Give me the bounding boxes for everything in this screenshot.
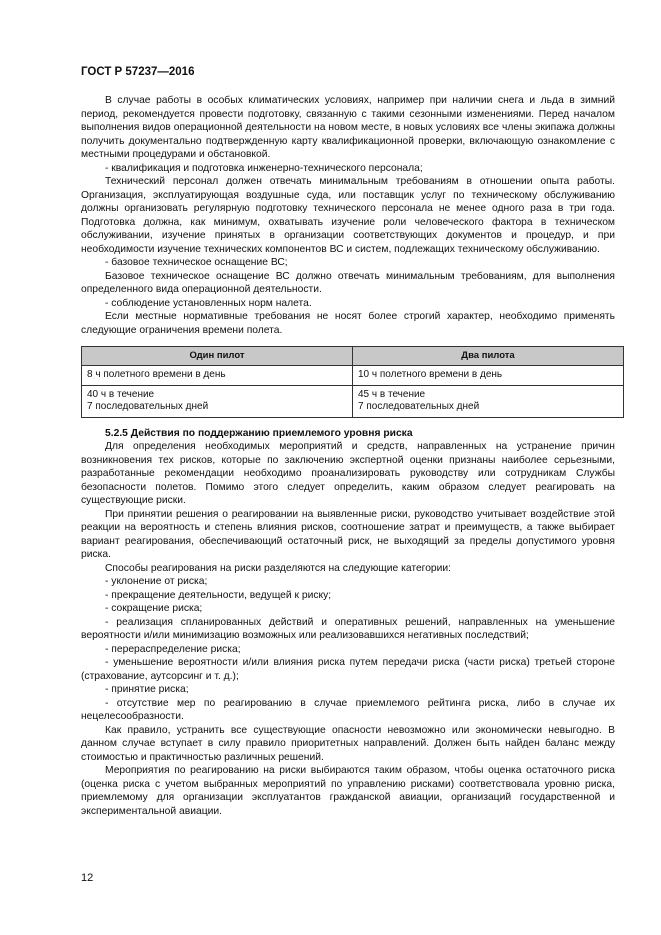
paragraph: Если местные нормативные требования не носят более строгий характер, необходимо применять следующие ограничения времени полета. <box>81 311 615 336</box>
paragraph: Базовое техническое оснащение ВС должно отвечать минимальным требованиям, для выполнения определенного вида операционной деятельности. <box>81 270 615 295</box>
table-cell: 40 ч в течение 7 последовательных дней <box>82 385 353 417</box>
list-item: - принятие риска; <box>105 684 189 695</box>
list-item: - реализация спланированных действий и оперативных решений, направленных на уменьшение вероятности и/или минимизацию возможных или реализовавшихся негативных последствий; <box>81 616 615 641</box>
paragraph: Как правило, устранить все существующие опасности невозможно или экономически невыгодно. В данном случае вступает в силу правило приоритетных направлений. Должен быть найден баланс между стоимостью и практичностью различных решений. <box>81 724 615 763</box>
section-heading: 5.2.5 Действия по поддержанию приемлемого уровня риска <box>105 427 413 439</box>
document-body <box>81 94 615 818</box>
list-item: - квалификация и подготовка инженерно-технического персонала; <box>105 162 423 174</box>
column-header-two-pilots: Два пилота <box>353 347 624 366</box>
list-item: - прекращение деятельности, ведущей к риску; <box>105 589 332 601</box>
paragraph: Технический персонал должен отвечать минимальным требованиям в отношении опыта работы. Организация, эксплуатирующая воздушные суда, или поставщик услуг по техническому обслуживанию должны организовать регулярную подготовку технического персонала не менее одного раза в три года. Подготовка должна, как минимум, охватывать изучение роли человеческого фактора в техническом обслуживании, изучение принятых в организации соответствующих документов и процедур, и при необходимости изучение технических компонентов ВС и систем, подлежащих техническому обслуживанию. <box>81 176 615 255</box>
list-item: - уменьшение вероятности и/или влияния риска путем передачи риска (части риска) третьей стороне (страхование, аутсорсинг и т. д.); <box>81 657 615 682</box>
table-cell: 8 ч полетного времени в день <box>82 366 353 386</box>
paragraph: При принятии решения о реагировании на выявленные риски, руководство учитывает воздействие этой реакции на вероятность и степень влияния рисков, соотношение затрат и преимуществ, а также выбирает вариант реагирования, обеспечивающий остаточный риск, не выходящий за пределы допустимого уровня риска. <box>81 508 615 560</box>
table-cell: 45 ч в течение 7 последовательных дней <box>353 385 624 417</box>
list-item: - отсутствие мер по реагированию в случае приемлемого рейтинга риска, либо в случае их нецелесообразности. <box>81 697 615 722</box>
flight-time-limits-table <box>81 346 624 418</box>
list-item: - перераспределение риска; <box>105 643 241 655</box>
table-row <box>82 385 624 417</box>
paragraph: Для определения необходимых мероприятий и средств, направленных на устранение причин возникновения тех рисков, которые по заключению экспертной оценки признаны наиболее серьезными, разработанные рекомендации необходимо проанализировать руководству или сотрудникам Службы безопасности полетов. Помимо этого следует определить, каким образом следует реагировать на существующие риски. <box>81 441 615 506</box>
list-item: - сокращение риска; <box>105 603 203 614</box>
page-number: 12 <box>81 872 94 884</box>
table-row <box>82 366 624 386</box>
paragraph: В случае работы в особых климатических условиях, например при наличии снега и льда в зимний период, рекомендуется провести подготовку, связанную с такими сезонными изменениями. Перед началом выполнения видов операционной деятельности на новом месте, в новых условиях все члены экипажа должны получить документально подтвержденную карту квалификационной проверки, включающую ознакомление с местными процедурами и обстановкой. <box>81 95 615 160</box>
paragraph: Мероприятия по реагированию на риски выбираются таким образом, чтобы оценка остаточного риска (оценка риска с учетом выбранных мероприятий по управлению рисками) соответствовала уровню риска, приемлемому для организации эксплуатантов гражданской авиации, организаций государственной и экспериментальной авиации. <box>81 765 615 817</box>
paragraph: Способы реагирования на риски разделяются на следующие категории: <box>105 562 452 574</box>
list-item: - уклонение от риска; <box>105 576 208 587</box>
table-cell: 10 ч полетного времени в день <box>353 366 624 386</box>
column-header-one-pilot: Один пилот <box>82 347 353 366</box>
list-item: - базовое техническое оснащение ВС; <box>105 257 288 268</box>
table-header-row <box>82 347 624 366</box>
document-header: ГОСТ Р 57237—2016 <box>81 66 195 78</box>
list-item: - соблюдение установленных норм налета. <box>105 297 312 309</box>
